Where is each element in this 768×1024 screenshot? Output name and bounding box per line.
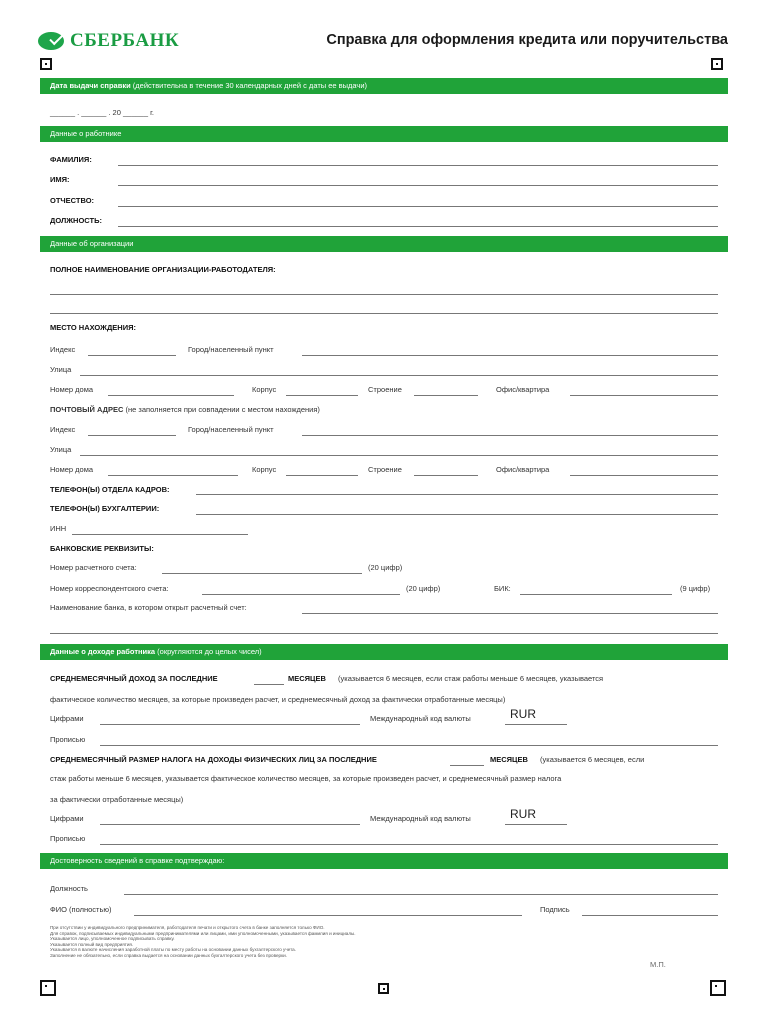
footnote: При отсутствии у индивидуального предпринимателя, работодателя печати и открытого счета в банке заполняется только ФИО.: [50, 925, 325, 930]
income-currency-field[interactable]: [505, 724, 567, 725]
avg-income-months-field[interactable]: [254, 684, 284, 685]
index-label: Индекс: [50, 345, 76, 354]
postal-street-label: Улица: [50, 445, 72, 454]
stamp-placeholder: М.П.: [650, 960, 666, 969]
corr-account-field[interactable]: [202, 594, 400, 595]
structure-label: Строение: [368, 385, 402, 394]
position-field[interactable]: [118, 226, 718, 227]
bik-field[interactable]: [520, 594, 672, 595]
hr-phone-label: ТЕЛЕФОН(Ы) ОТДЕЛА КАДРОВ:: [50, 485, 170, 494]
postal-office-field[interactable]: [570, 475, 718, 476]
postal-city-label: Город/населенный пункт: [188, 425, 274, 434]
tax-months-label: МЕСЯЦЕВ: [490, 755, 528, 764]
city-field[interactable]: [302, 355, 718, 356]
account-digits-hint: (20 цифр): [368, 563, 403, 572]
position-label: ДОЛЖНОСТЬ:: [50, 216, 102, 225]
tax-note: (указывается 6 месяцев, если: [540, 755, 645, 764]
structure-field[interactable]: [414, 395, 478, 396]
account-field[interactable]: [162, 573, 362, 574]
house-label: Номер дома: [50, 385, 94, 394]
tax-note-3: за фактически отработанные месяцы): [50, 795, 184, 804]
postal-address-label: [50, 405, 320, 414]
bik-digits-hint: (9 цифр): [680, 584, 711, 593]
date-bar-note: (действительна в течение 30 календарных дней с даты ее выдачи): [130, 81, 368, 90]
tax-digits-label: Цифрами: [50, 814, 84, 823]
signer-fio-label: ФИО (полностью): [50, 905, 112, 914]
tax-months-field[interactable]: [450, 765, 484, 766]
hr-phone-field[interactable]: [196, 494, 718, 495]
footnotes: [50, 925, 570, 959]
income-section-bar: [40, 644, 728, 660]
income-words-field[interactable]: [100, 745, 718, 746]
building-field[interactable]: [286, 395, 358, 396]
income-bar-title: Данные о доходе работника: [50, 647, 156, 656]
income-currency-value[interactable]: RUR: [510, 707, 536, 721]
signer-fio-field[interactable]: [134, 915, 522, 916]
employee-section-bar: Данные о работнике: [40, 126, 728, 142]
accounting-phone-field[interactable]: [196, 514, 718, 515]
footnote: Указывается лицо, уполномоченное подписывать справку.: [50, 936, 175, 942]
sberbank-logo-icon: [38, 32, 64, 50]
inn-label: ИНН: [50, 524, 67, 533]
tax-currency-value[interactable]: RUR: [510, 807, 536, 821]
postal-office-label: Офис/квартира: [496, 465, 550, 474]
surname-label: ФАМИЛИЯ:: [50, 155, 92, 164]
footnote: Указывается полный вид предприятия.: [50, 941, 134, 947]
postal-index-field[interactable]: [88, 435, 176, 436]
corr-account-label: Номер корреспондентского счета:: [50, 584, 169, 593]
name-label: ИМЯ:: [50, 175, 70, 184]
organization-section-bar: Данные об организации: [40, 236, 728, 252]
org-full-name-field[interactable]: [50, 294, 718, 295]
footnote: Указывается в валюте начисления заработной платы по месту работы на основании данных бухгалтерского учета.: [50, 947, 297, 953]
income-digits-label: Цифрами: [50, 714, 84, 723]
postal-street-field[interactable]: [80, 455, 718, 456]
income-digits-field[interactable]: [100, 724, 360, 725]
tax-label: СРЕДНЕМЕСЯЧНЫЙ РАЗМЕР НАЛОГА НА ДОХОДЫ ФИЗИЧЕСКИХ ЛИЦ ЗА ПОСЛЕДНИЕ: [50, 755, 377, 764]
page-title: Справка для оформления кредита или поручительства: [326, 32, 728, 48]
bank-name-field[interactable]: [302, 613, 718, 614]
bank-details-label: БАНКОВСКИЕ РЕКВИЗИТЫ:: [50, 544, 154, 553]
office-label: Офис/квартира: [496, 385, 550, 394]
bank-name-field-2[interactable]: [50, 633, 718, 634]
confirmation-section-bar: Достоверность сведений в справке подтверждаю:: [40, 853, 728, 869]
accounting-phone-label: ТЕЛЕФОН(Ы) БУХГАЛТЕРИИ:: [50, 504, 160, 513]
income-currency-code-label: Международный код валюты: [370, 714, 471, 723]
postal-city-field[interactable]: [302, 435, 718, 436]
avg-income-label: СРЕДНЕМЕСЯЧНЫЙ ДОХОД ЗА ПОСЛЕДНИЕ: [50, 674, 218, 683]
patronymic-label: ОТЧЕСТВО:: [50, 196, 95, 205]
office-field[interactable]: [570, 395, 718, 396]
postal-index-label: Индекс: [50, 425, 76, 434]
name-field[interactable]: [118, 185, 718, 186]
avg-income-note-2: фактическое количество месяцев, за которые произведен расчет, и среднемесячный доход за фактически отработанные месяцы): [50, 695, 506, 704]
corner-marker-icon: [710, 980, 726, 996]
tax-currency-code-label: Международный код валюты: [370, 814, 471, 823]
tax-words-field[interactable]: [100, 844, 718, 845]
org-full-name-field-2[interactable]: [50, 313, 718, 314]
tax-digits-field[interactable]: [100, 824, 360, 825]
corner-marker-icon: [40, 58, 52, 70]
footnote: Заполнение не обязательно, если справка выдается на основании данных бухгалтерского учета без проверки.: [50, 952, 287, 958]
street-field[interactable]: [80, 375, 718, 376]
income-bar-note: (округляются до целых чисел): [155, 647, 262, 656]
house-field[interactable]: [108, 395, 234, 396]
date-section-bar: [40, 78, 728, 94]
bank-name-label: Наименование банка, в котором открыт расчетный счет:: [50, 603, 247, 612]
account-label: Номер расчетного счета:: [50, 563, 137, 572]
postal-house-label: Номер дома: [50, 465, 94, 474]
signature-field[interactable]: [582, 915, 718, 916]
avg-income-note: (указывается 6 месяцев, если стаж работы меньше 6 месяцев, указывается: [338, 674, 604, 683]
patronymic-field[interactable]: [118, 206, 718, 207]
income-words-label: Прописью: [50, 735, 86, 744]
street-label: Улица: [50, 365, 72, 374]
signer-position-field[interactable]: [124, 894, 718, 895]
tax-currency-field[interactable]: [505, 824, 567, 825]
inn-field[interactable]: [72, 534, 248, 535]
postal-structure-field[interactable]: [414, 475, 478, 476]
postal-building-label: Корпус: [252, 465, 277, 474]
postal-building-field[interactable]: [286, 475, 358, 476]
center-marker-icon: [378, 983, 389, 994]
corner-marker-icon: [40, 980, 56, 996]
index-field[interactable]: [88, 355, 176, 356]
tax-words-label: Прописью: [50, 834, 86, 843]
postal-house-field[interactable]: [108, 475, 238, 476]
corr-digits-hint: (20 цифр): [406, 584, 441, 593]
logo-text: СБЕРБАНК: [70, 30, 180, 51]
signer-position-label: Должность: [50, 884, 88, 893]
surname-field[interactable]: [118, 165, 718, 166]
postal-address-note: (не заполняется при совпадении с местом нахождения): [123, 405, 320, 414]
tax-note-2: стаж работы меньше 6 месяцев, указывается фактическое количество месяцев, за которые произведен расчет, и среднемесячный размер налога: [50, 774, 562, 783]
sberbank-logo: [38, 30, 179, 52]
org-full-name-label: ПОЛНОЕ НАИМЕНОВАНИЕ ОРГАНИЗАЦИИ-РАБОТОДАТЕЛЯ:: [50, 265, 276, 274]
city-label: Город/населенный пункт: [188, 345, 274, 354]
date-bar-title: Дата выдачи справки: [50, 81, 131, 90]
building-label: Корпус: [252, 385, 277, 394]
postal-address-title: ПОЧТОВЫЙ АДРЕС: [50, 405, 124, 414]
postal-structure-label: Строение: [368, 465, 402, 474]
bik-label: БИК:: [494, 584, 511, 593]
corner-marker-icon: [711, 58, 723, 70]
signature-label: Подпись: [540, 905, 570, 914]
footnote: Для справок, подписываемых индивидуальными предпринимателями или лицами, ими уполномоченными, указывается фамилия и инициалы.: [50, 930, 356, 936]
location-label: МЕСТО НАХОЖДЕНИЯ:: [50, 323, 136, 332]
avg-income-months-label: МЕСЯЦЕВ: [288, 674, 326, 683]
date-field[interactable]: ______ . ______ . 20 ______ г.: [50, 108, 154, 117]
